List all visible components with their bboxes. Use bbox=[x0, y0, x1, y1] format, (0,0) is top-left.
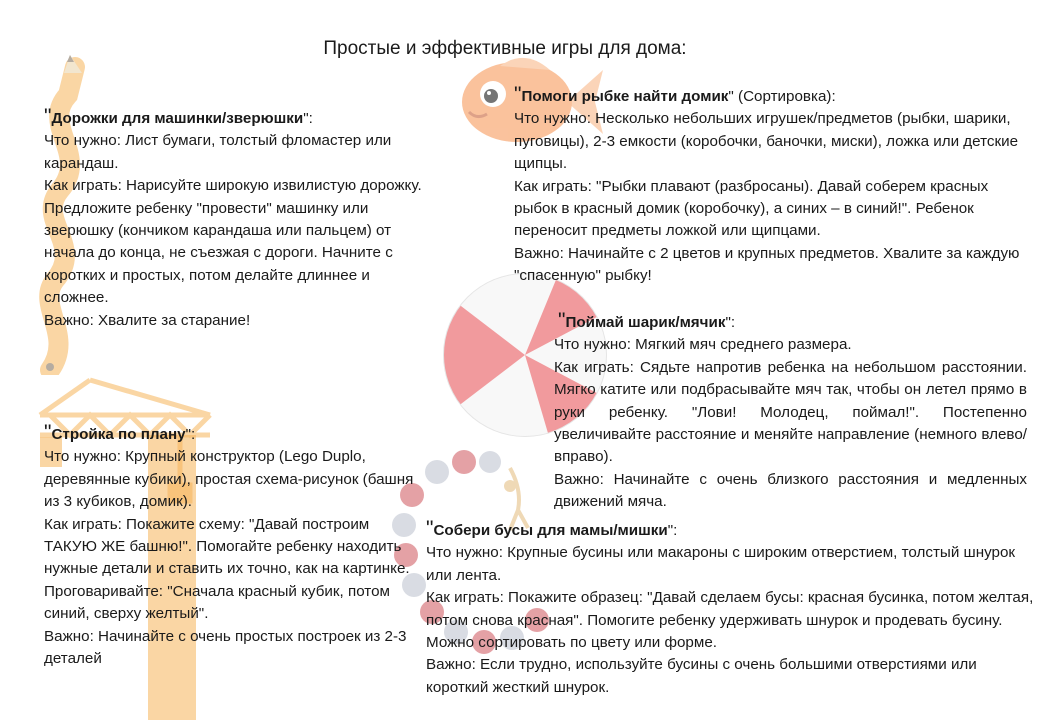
game-needs: Что нужно: Мягкий мяч среднего размера. bbox=[554, 336, 852, 354]
game-important: Важно: Хвалите за старание! bbox=[44, 311, 251, 329]
game-important: Важно: Начинайте с 2 цветов и крупных предметов. Хвалите за каждую "спасенную" рыбку! bbox=[514, 244, 1020, 285]
close-quote: ": bbox=[725, 314, 736, 331]
game-card-construction bbox=[44, 421, 416, 670]
game-needs: Что нужно: Лист бумаги, толстый фломастер или карандаш. bbox=[44, 132, 392, 172]
game-important: Важно: Начинайте с очень простых построек из 2-3 деталей bbox=[44, 627, 407, 668]
open-quote: " bbox=[44, 105, 52, 128]
game-important: Важно: Начинайте с очень близкого расстояния и медленных движений мяча. bbox=[554, 470, 1027, 511]
game-how: Как играть: Сядьте напротив ребенка на небольшом расстоянии. Мягко катите или подбрасывайте мяч так, чтобы он летел прямо в руки ребенку. "Лови! Молодец, поймал!". Постепенно увеличивайте расстояние и меняйте направление (немного влево/вправо). bbox=[554, 358, 1027, 466]
close-quote: " bbox=[728, 88, 734, 105]
game-name: Поймай шарик/мячик bbox=[565, 314, 726, 331]
game-heading bbox=[514, 83, 1022, 108]
game-how: Как играть: "Рыбки плавают (разбросаны). Давай соберем красных рыбок в красный домик (коробочку), а синих – в синий!". Ребенок переносит предметы ложкой или щипцами. bbox=[514, 177, 989, 240]
game-name: Дорожки для машинки/зверюшки bbox=[51, 110, 304, 127]
game-how: Как играть: Покажите образец: "Давай сделаем бусы: красная бусинка, потом желтая, потом снова красная". Помогите ребенку удерживать шнурок и продевать бусину. Можно сортировать по цвету или форме. bbox=[426, 589, 1034, 652]
close-quote: ": bbox=[303, 110, 313, 127]
game-heading bbox=[426, 517, 1038, 542]
game-how: Как играть: Покажите схему: "Давай построим ТАКУЮ ЖЕ башню!". Помогайте ребенку находить нужные детали и ставить их точно, как на картинке. Проговаривайте: "Сначала красный кубик, потом синий, сверху желтый". bbox=[44, 515, 410, 623]
game-heading bbox=[554, 309, 1027, 334]
open-quote: " bbox=[558, 309, 566, 332]
game-name: Помоги рыбке найти домик bbox=[521, 88, 729, 105]
close-quote: ": bbox=[185, 426, 196, 443]
open-quote: " bbox=[44, 421, 52, 444]
close-quote: ": bbox=[667, 522, 678, 539]
game-card-ball bbox=[554, 309, 1027, 514]
game-how: Как играть: Нарисуйте широкую извилистую дорожку. Предложите ребенку "провести" машинку или зверюшку (кончиком карандаша или пальцем) от начала до конца, не съезжая с дороги. Начните с коротких и простых, потом делайте длиннее и сложнее. bbox=[44, 177, 422, 307]
game-name: Стройка по плану bbox=[51, 426, 186, 443]
open-quote: " bbox=[426, 517, 434, 540]
open-quote: " bbox=[514, 83, 522, 106]
game-important: Важно: Если трудно, используйте бусины с очень большими отверстиями или короткий жесткий шнурок. bbox=[426, 656, 977, 696]
game-needs: Что нужно: Крупный конструктор (Lego Duplo, деревянные кубики), простая схема-рисунок (башня из 3 кубиков, домик). bbox=[44, 448, 414, 511]
game-name: Собери бусы для мамы/мишки bbox=[433, 522, 668, 539]
game-card-roads bbox=[44, 105, 436, 332]
game-card-fish bbox=[514, 83, 1022, 288]
game-card-beads bbox=[426, 517, 1038, 699]
game-heading bbox=[44, 421, 416, 446]
page-title: Простые и эффективные игры для дома: bbox=[323, 38, 687, 59]
game-heading bbox=[44, 105, 436, 130]
game-needs: Что нужно: Несколько небольших игрушек/предметов (рыбки, шарики, пуговицы), 2-3 емкости (коробочки, баночки, миски), ложка или детские щипцы. bbox=[514, 110, 1019, 173]
game-needs: Что нужно: Крупные бусины или макароны с широким отверстием, толстый шнурок или лента. bbox=[426, 544, 1016, 584]
game-subtitle: (Сортировка): bbox=[733, 88, 836, 105]
